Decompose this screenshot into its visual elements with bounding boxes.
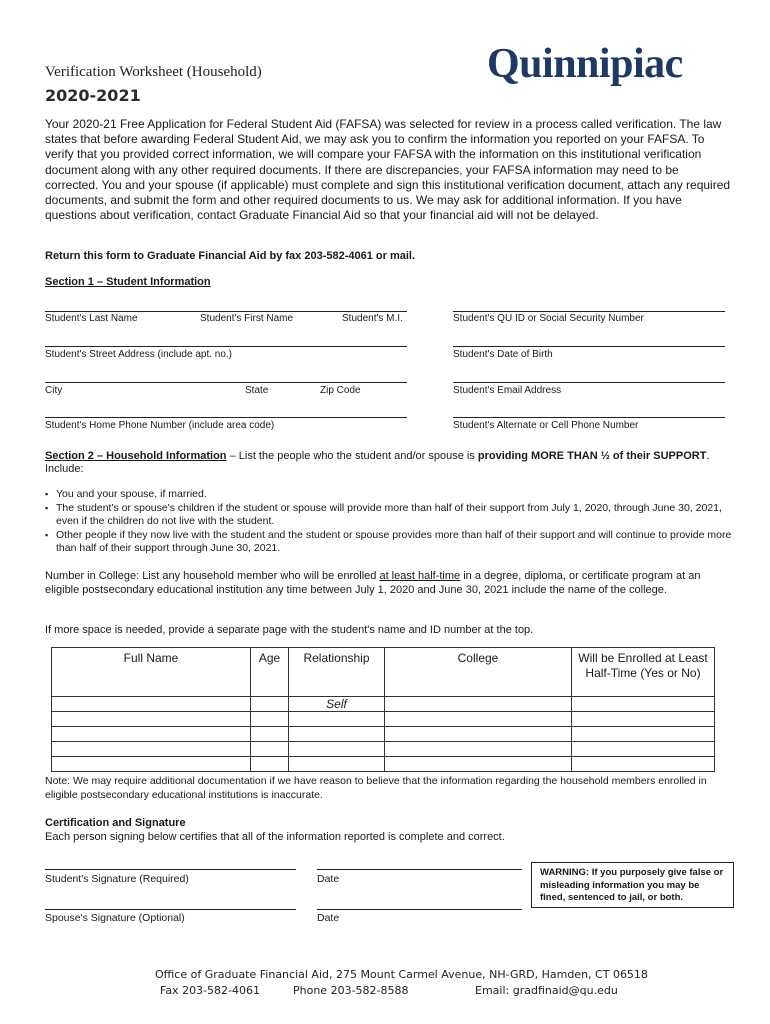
- age-cell[interactable]: [251, 697, 289, 712]
- col-college: College: [385, 648, 572, 697]
- list-item: ▪ The student's or spouse's children if the student or spouse will provide more than half of their support from July 1, 2020, through June 30, 2021, even if the children do not live with the student.: [45, 502, 735, 529]
- student-date-line[interactable]: [317, 869, 522, 870]
- last-name-label: Student's Last Name: [45, 313, 138, 324]
- half-time-text: at least half-time: [379, 570, 461, 582]
- age-cell[interactable]: [251, 727, 289, 742]
- college-cell[interactable]: [385, 712, 572, 727]
- age-cell[interactable]: [251, 742, 289, 757]
- age-cell[interactable]: [251, 712, 289, 727]
- email-label: Student's Email Address: [453, 385, 562, 396]
- home-phone-label: Student's Home Phone Number (include area code): [45, 420, 275, 431]
- enrolled-cell[interactable]: [572, 742, 715, 757]
- list-item: ▪ Other people if they now live with the student and the student or spouse provides more than half of their support and will continue to provide more than half of their support through June 30, 2021.: [45, 529, 735, 556]
- student-date-label: Date: [317, 873, 340, 885]
- documentation-note: Note: We may require additional documentation if we have reason to believe that the information regarding the household members enrolled in eligible postsecondary educational institutions is inaccurate.: [45, 775, 707, 801]
- spouse-signature-line[interactable]: [45, 909, 296, 910]
- section2-intro-b: providing MORE THAN ½ of their SUPPORT: [477, 450, 707, 462]
- home-phone-line: [45, 417, 407, 418]
- mi-label: Student's M.I.: [342, 313, 403, 324]
- intro-paragraph: Your 2020-21 Free Application for Federal Student Aid (FAFSA) was selected for review in a process called verification. The law states that before awarding Federal Student Aid, we may ask you to confirm the information you reported on your FAFSA. To verify that you provided correct information, we will compare your FAFSA with the information on this institutional verification document along with any other required documents. If there are discrepancies, your FAFSA information may need to be corrected. You and your spouse (if applicable) must complete and sign this institutional verification document, attach any required documents, and submit the form and other required documents to us. We may ask for additional information. If you have questions about verification, contact Graduate Financial Aid so that your financial aid will not be delayed.: [45, 117, 731, 223]
- table-row: [52, 727, 715, 742]
- document-title: Verification Worksheet (Household): [45, 64, 262, 80]
- spouse-date-line[interactable]: [317, 909, 522, 910]
- name-cell[interactable]: [52, 712, 251, 727]
- section2-title: Section 2 – Household Information: [45, 450, 227, 462]
- section2-intro: [45, 450, 735, 476]
- name-line: [45, 311, 407, 312]
- quid-label: Student's QU ID or Social Security Number: [453, 313, 644, 324]
- first-name-label: Student's First Name: [200, 313, 294, 324]
- enrolled-cell[interactable]: [572, 727, 715, 742]
- col-full-name: Full Name: [52, 648, 251, 697]
- student-signature-label: Student's Signature (Required): [45, 873, 189, 885]
- col-enrolled: Will be Enrolled at Least Half-Time (Yes or No): [572, 648, 715, 697]
- table-row: [52, 742, 715, 757]
- footer-phone: Phone 203-582-8588: [293, 984, 409, 997]
- college-cell[interactable]: [385, 697, 572, 712]
- college-cell[interactable]: [385, 742, 572, 757]
- list-item: ▪ You and your spouse, if married.: [45, 488, 735, 502]
- self-cell: Self: [289, 697, 385, 712]
- warning-box: WARNING: If you purposely give false or misleading information you may be fined, sentenced to jail, or both.: [531, 862, 734, 908]
- spouse-date-label: Date: [317, 912, 340, 924]
- relationship-cell[interactable]: [289, 757, 385, 772]
- student-signature-line[interactable]: [45, 869, 296, 870]
- name-cell[interactable]: [52, 742, 251, 757]
- section1-title: Section 1 – Student Information: [45, 276, 211, 288]
- table-row: [52, 757, 715, 772]
- alt-phone-label: Student's Alternate or Cell Phone Number: [453, 420, 639, 431]
- street-label: Student's Street Address (include apt. no.): [45, 349, 233, 360]
- college-cell[interactable]: [385, 727, 572, 742]
- household-table: [51, 647, 715, 772]
- section2-intro-c: . Include:: [45, 450, 710, 475]
- certification-title: Certification and Signature: [45, 817, 186, 829]
- city-line: [45, 382, 407, 383]
- enrolled-cell[interactable]: [572, 712, 715, 727]
- footer-address: Office of Graduate Financial Aid, 275 Mount Carmel Avenue, NH-GRD, Hamden, CT 06518: [155, 968, 648, 981]
- zip-label: Zip Code: [320, 385, 361, 396]
- return-instructions: Return this form to Graduate Financial Aid by fax 203-582-4061 or mail.: [45, 250, 416, 262]
- dob-label: Student's Date of Birth: [453, 349, 553, 360]
- footer-fax: Fax 203-582-4061: [160, 984, 260, 997]
- quinnipiac-logo: Quinnipiac: [487, 41, 683, 87]
- col-age: Age: [251, 648, 289, 697]
- footer-email: Email: gradfinaid@qu.edu: [475, 984, 618, 997]
- relationship-cell[interactable]: [289, 727, 385, 742]
- name-cell[interactable]: [52, 727, 251, 742]
- dob-line: [453, 346, 725, 347]
- include-list: [45, 488, 735, 556]
- col-relationship: Relationship: [289, 648, 385, 697]
- table-row: [52, 697, 715, 712]
- certification-text: Each person signing below certifies that all of the information reported is complete and correct.: [45, 831, 505, 843]
- state-label: State: [245, 385, 269, 396]
- alt-phone-line: [453, 417, 725, 418]
- email-line: [453, 382, 725, 383]
- college-text-a: Number in College: List any household member who will be enrolled: [45, 570, 380, 582]
- college-text-b: in a degree, diploma, or certificate program at an eligible postsecondary educational institution any time between July 1, 2020 and June 30, 2021 include the name of the college.: [45, 570, 701, 596]
- section2-intro-a: – List the people who the student and/or spouse is: [226, 450, 478, 462]
- enrolled-cell[interactable]: [572, 697, 715, 712]
- college-cell[interactable]: [385, 757, 572, 772]
- more-space-note: If more space is needed, provide a separate page with the student's name and ID number at the top.: [45, 624, 534, 636]
- award-year: 2020-2021: [45, 86, 141, 105]
- number-in-college-paragraph: [45, 570, 735, 597]
- spouse-signature-label: Spouse's Signature (Optional): [45, 912, 185, 924]
- age-cell[interactable]: [251, 757, 289, 772]
- relationship-cell[interactable]: [289, 742, 385, 757]
- relationship-cell[interactable]: [289, 712, 385, 727]
- name-cell[interactable]: [52, 697, 251, 712]
- table-row: [52, 712, 715, 727]
- name-cell[interactable]: [52, 757, 251, 772]
- enrolled-cell[interactable]: [572, 757, 715, 772]
- street-line: [45, 346, 407, 347]
- quid-line: [453, 311, 725, 312]
- city-label: City: [45, 385, 63, 396]
